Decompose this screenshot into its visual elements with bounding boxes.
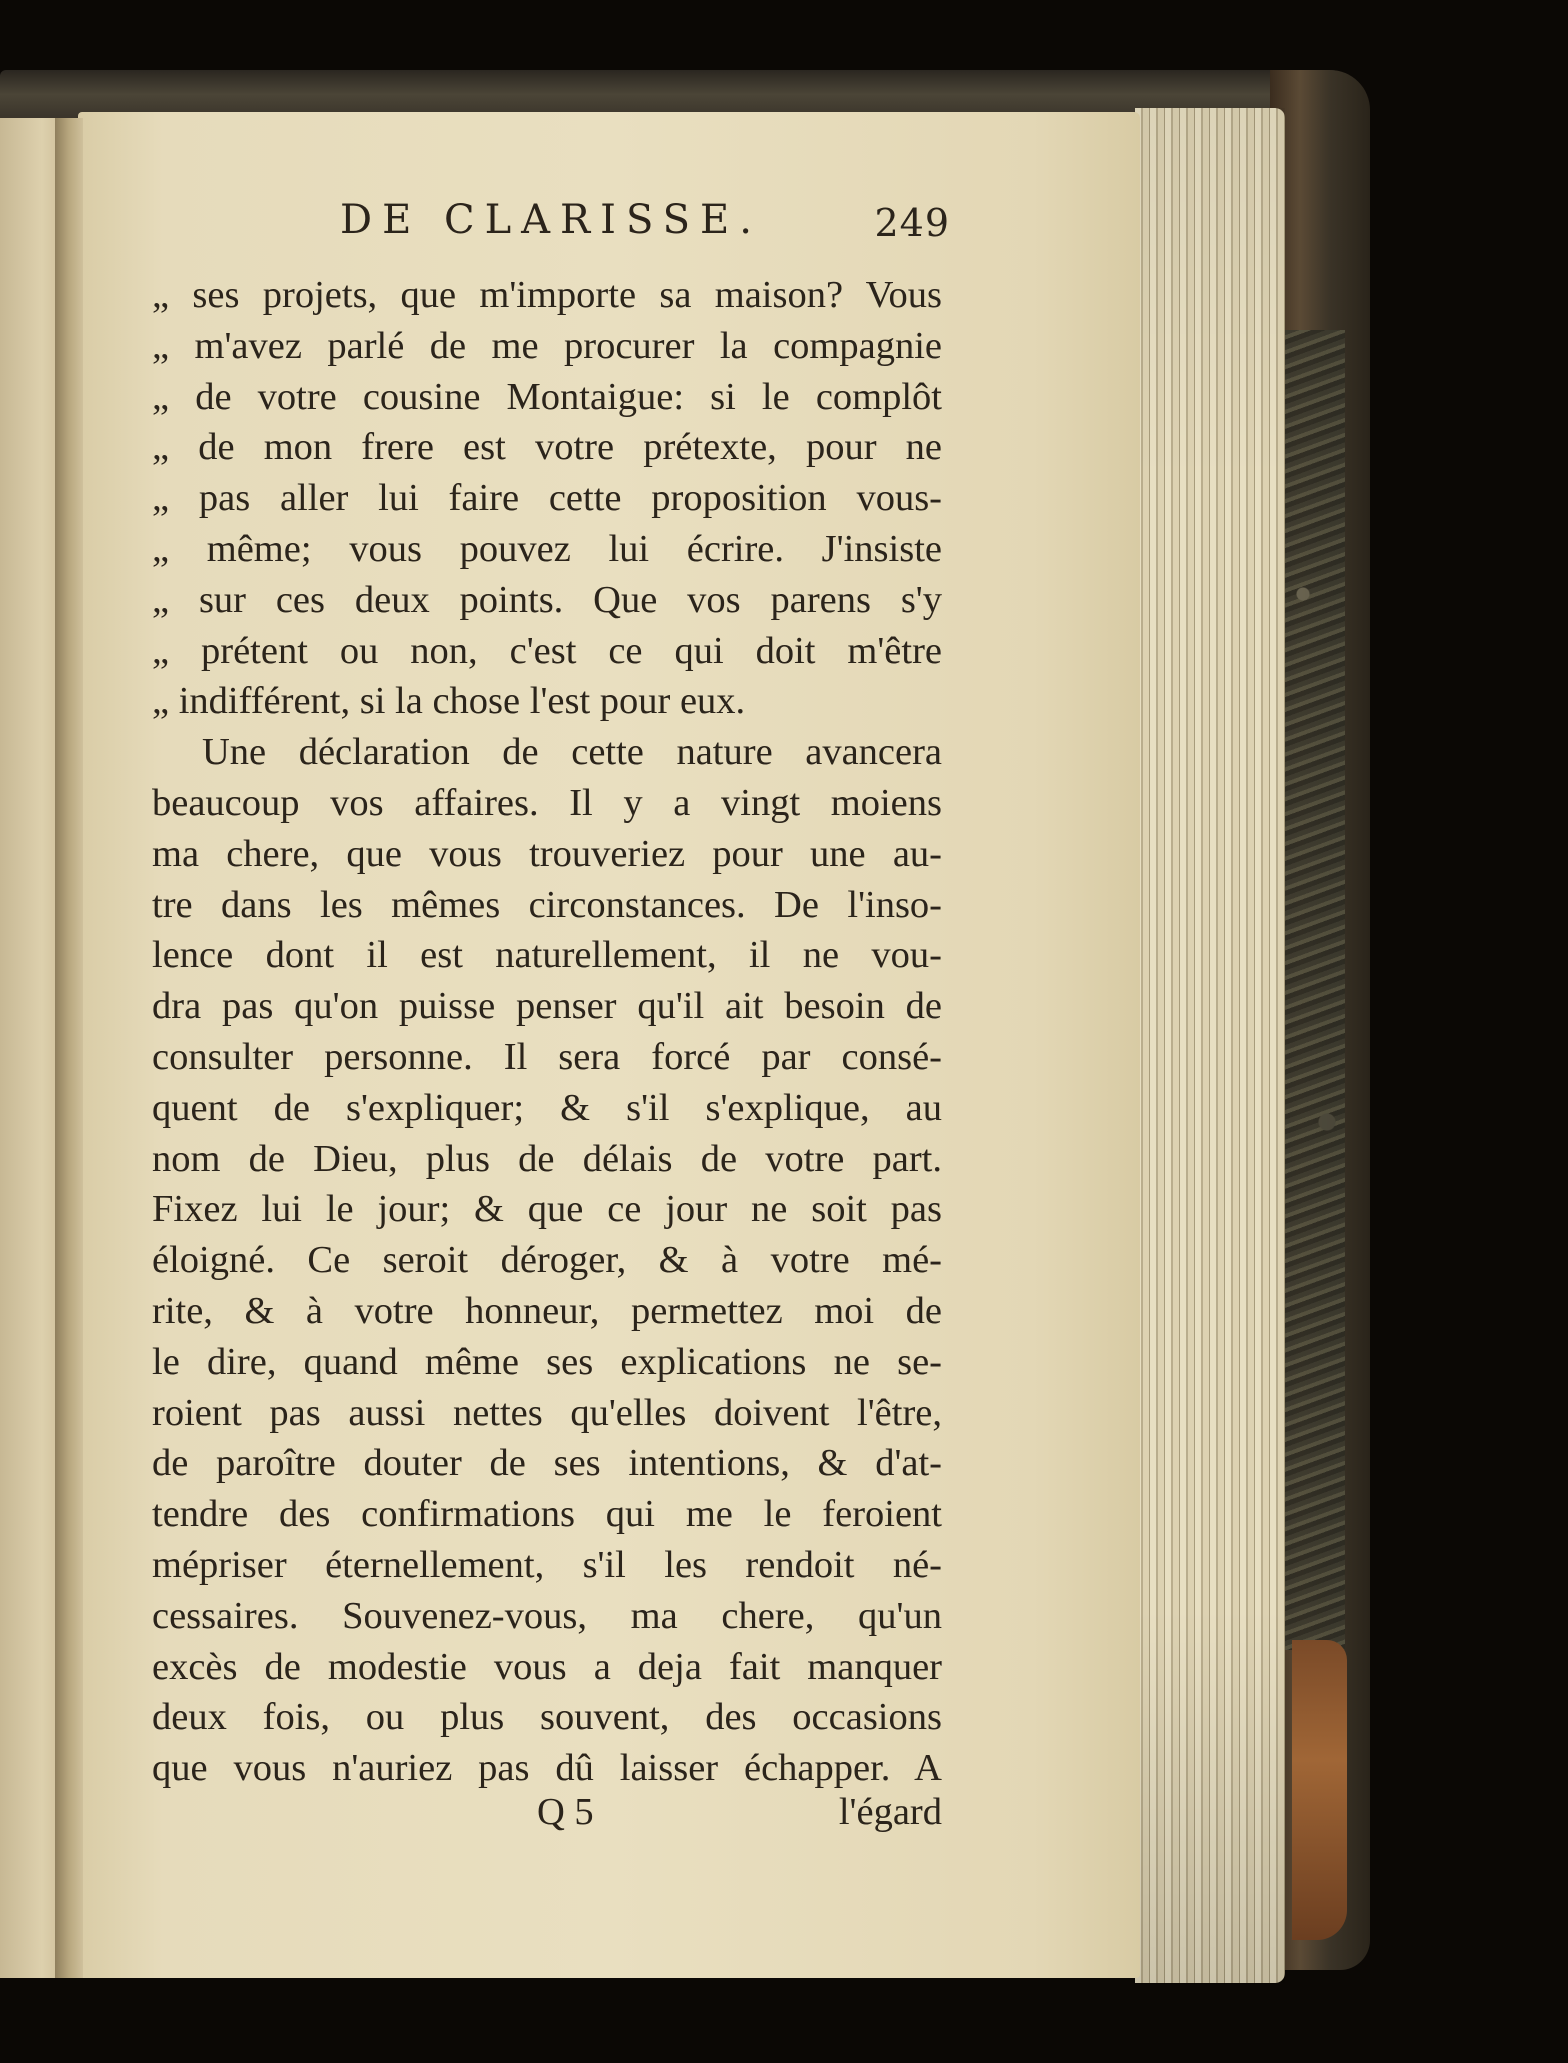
text-line: cessaires. Souvenez-vous, ma chere, qu'un bbox=[152, 1594, 942, 1637]
text-line: tendre des confirmations qui me le feroient bbox=[152, 1493, 942, 1536]
text-line: nom de Dieu, plus de délais de votre part. bbox=[152, 1137, 942, 1180]
text-line: „ pas aller lui faire cette proposition vous- bbox=[152, 477, 942, 520]
text-line: „ même; vous pouvez lui écrire. J'insiste bbox=[152, 527, 942, 570]
text-line: roient pas aussi nettes qu'elles doivent l'être, bbox=[152, 1391, 942, 1434]
text-line: Fixez lui le jour; & que ce jour ne soit pas bbox=[152, 1188, 942, 1231]
text-line: excès de modestie vous a deja fait manquer bbox=[152, 1645, 942, 1688]
catchword: l'égard bbox=[838, 1791, 942, 1833]
text-line: „ indifférent, si la chose l'est pour eux. bbox=[152, 680, 746, 723]
running-title: DE CLARISSE. bbox=[340, 197, 762, 243]
text-line: de paroître douter de ses intentions, & d'at- bbox=[152, 1442, 942, 1485]
text-line: le dire, quand même ses explications ne se- bbox=[152, 1340, 942, 1383]
text-line: „ de votre cousine Montaigue: si le complôt bbox=[152, 375, 942, 418]
text-line: „ de mon frere est votre prétexte, pour ne bbox=[152, 426, 942, 469]
text-line: dra pas qu'on puisse penser qu'il ait besoin de bbox=[152, 985, 942, 1028]
text-line: Une déclaration de cette nature avancera bbox=[202, 731, 942, 774]
page-header bbox=[330, 185, 950, 255]
text-line: tre dans les mêmes circonstances. De l'inso- bbox=[152, 883, 942, 926]
text-line: mépriser éternellement, s'il les rendoit né- bbox=[152, 1543, 942, 1586]
text-line: quent de s'expliquer; & s'il s'explique, au bbox=[152, 1086, 942, 1129]
text-line: „ ses projets, que m'importe sa maison? Vous bbox=[152, 274, 942, 316]
marbled-board bbox=[1285, 330, 1345, 1650]
text-line: que vous n'auriez pas dû laisser échapper. A bbox=[152, 1747, 942, 1790]
page-number: 249 bbox=[874, 201, 950, 245]
text-line: lence dont il est naturellement, il ne vou- bbox=[152, 934, 942, 977]
page-edges bbox=[1135, 108, 1285, 1983]
text-line: „ m'avez parlé de me procurer la compagnie bbox=[152, 324, 942, 367]
text-line: deux fois, ou plus souvent, des occasions bbox=[152, 1696, 942, 1739]
page-footer bbox=[152, 1790, 942, 1846]
text-line: consulter personne. Il sera forcé par consé- bbox=[152, 1035, 942, 1078]
gutter bbox=[55, 118, 83, 1978]
leather-corner bbox=[1292, 1640, 1347, 1940]
text-line: rite, & à votre honneur, permettez moi de bbox=[152, 1289, 942, 1332]
text-line: „ sur ces deux points. Que vos parens s'y bbox=[152, 578, 942, 621]
text-line: beaucoup vos affaires. Il y a vingt moiens bbox=[152, 781, 942, 824]
text-line: ma chere, que vous trouveriez pour une au- bbox=[152, 832, 942, 875]
signature-mark: Q 5 bbox=[537, 1791, 594, 1833]
text-line: éloigné. Ce seroit déroger, & à votre mé- bbox=[152, 1239, 942, 1282]
body-text bbox=[152, 270, 942, 1794]
text-line: „ prétent ou non, c'est ce qui doit m'être bbox=[152, 629, 942, 672]
